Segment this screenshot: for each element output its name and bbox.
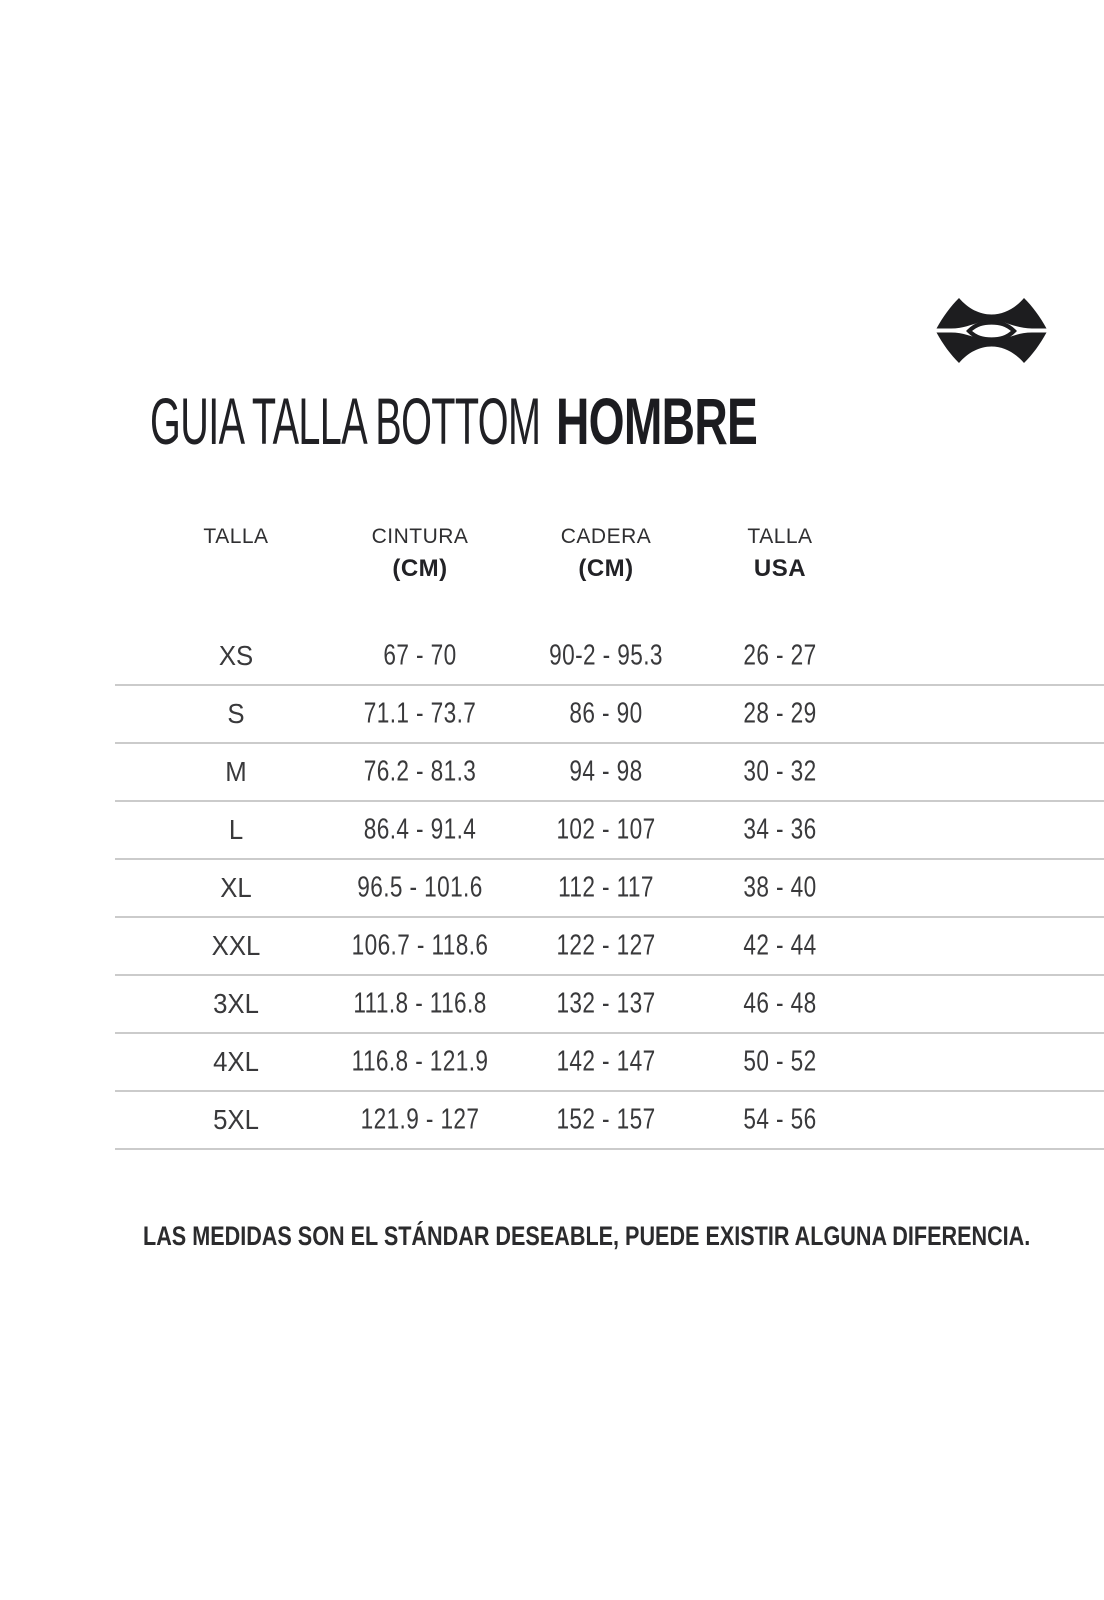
page-title: GUIA TALLA BOTTOM [150, 384, 541, 458]
under-armour-logo-icon [935, 298, 1048, 363]
table-row-3xl [115, 976, 1104, 1034]
cell-cintura: 86.4 - 91.4 [363, 813, 477, 846]
header-cell-talla-usa: TALLA USA [747, 525, 813, 582]
cell-usa: 30 - 32 [743, 755, 817, 788]
cell-cadera: 90-2 - 95.3 [549, 639, 663, 672]
cell-cadera: 102 - 107 [556, 813, 656, 846]
table-row-4xl [115, 1034, 1104, 1092]
cell-usa: 46 - 48 [743, 987, 817, 1020]
cell-usa: 34 - 36 [743, 813, 817, 846]
header-cell-cadera: CADERA (CM) [560, 525, 652, 582]
cell-talla: 3XL [213, 988, 259, 1019]
cell-cadera: 142 - 147 [556, 1045, 656, 1078]
table-row-m [115, 744, 1104, 802]
table-row-xl [115, 860, 1104, 918]
cell-cadera: 112 - 117 [558, 871, 654, 904]
cell-cintura: 96.5 - 101.6 [357, 871, 483, 904]
cell-usa: 38 - 40 [743, 871, 817, 904]
cell-cadera: 152 - 157 [556, 1103, 656, 1136]
cell-cadera: 94 - 98 [569, 755, 643, 788]
table-row-xs [115, 628, 1104, 686]
cell-talla: XS [218, 640, 254, 671]
cell-cintura: 71.1 - 73.7 [363, 697, 477, 730]
header-cell-cintura: CINTURA (CM) [371, 525, 469, 582]
cell-usa: 26 - 27 [743, 639, 817, 672]
cell-talla: XXL [211, 930, 261, 961]
cell-talla: XL [220, 872, 252, 903]
table-row-5xl [115, 1092, 1104, 1150]
cell-cintura: 76.2 - 81.3 [363, 755, 477, 788]
table-header-row [115, 524, 1104, 604]
cell-cintura: 67 - 70 [383, 639, 457, 672]
cell-cintura: 106.7 - 118.6 [351, 929, 489, 962]
cell-talla: 4XL [213, 1046, 259, 1077]
page-title-highlight: HOMBRE [556, 384, 758, 458]
cell-cintura: 121.9 - 127 [360, 1103, 480, 1136]
cell-cintura: 111.8 - 116.8 [353, 987, 487, 1020]
cell-talla: 5XL [213, 1104, 259, 1135]
cell-talla: M [225, 756, 247, 787]
cell-cadera: 122 - 127 [556, 929, 656, 962]
cell-cadera: 132 - 137 [556, 987, 656, 1020]
table-row-xxl [115, 918, 1104, 976]
size-table [115, 628, 1104, 1150]
table-row-s [115, 686, 1104, 744]
cell-cintura: 116.8 - 121.9 [351, 1045, 489, 1078]
cell-cadera: 86 - 90 [569, 697, 643, 730]
cell-talla: S [227, 698, 245, 729]
cell-usa: 28 - 29 [743, 697, 817, 730]
cell-usa: 54 - 56 [743, 1103, 817, 1136]
cell-usa: 42 - 44 [743, 929, 817, 962]
table-row-l [115, 802, 1104, 860]
cell-usa: 50 - 52 [743, 1045, 817, 1078]
header-cell-talla: TALLA [203, 525, 269, 548]
footer-note: LAS MEDIDAS SON EL STÁNDAR DESEABLE, PUEDE EXISTIR ALGUNA DIFERENCIA. [143, 1221, 1031, 1251]
cell-talla: L [228, 814, 244, 845]
